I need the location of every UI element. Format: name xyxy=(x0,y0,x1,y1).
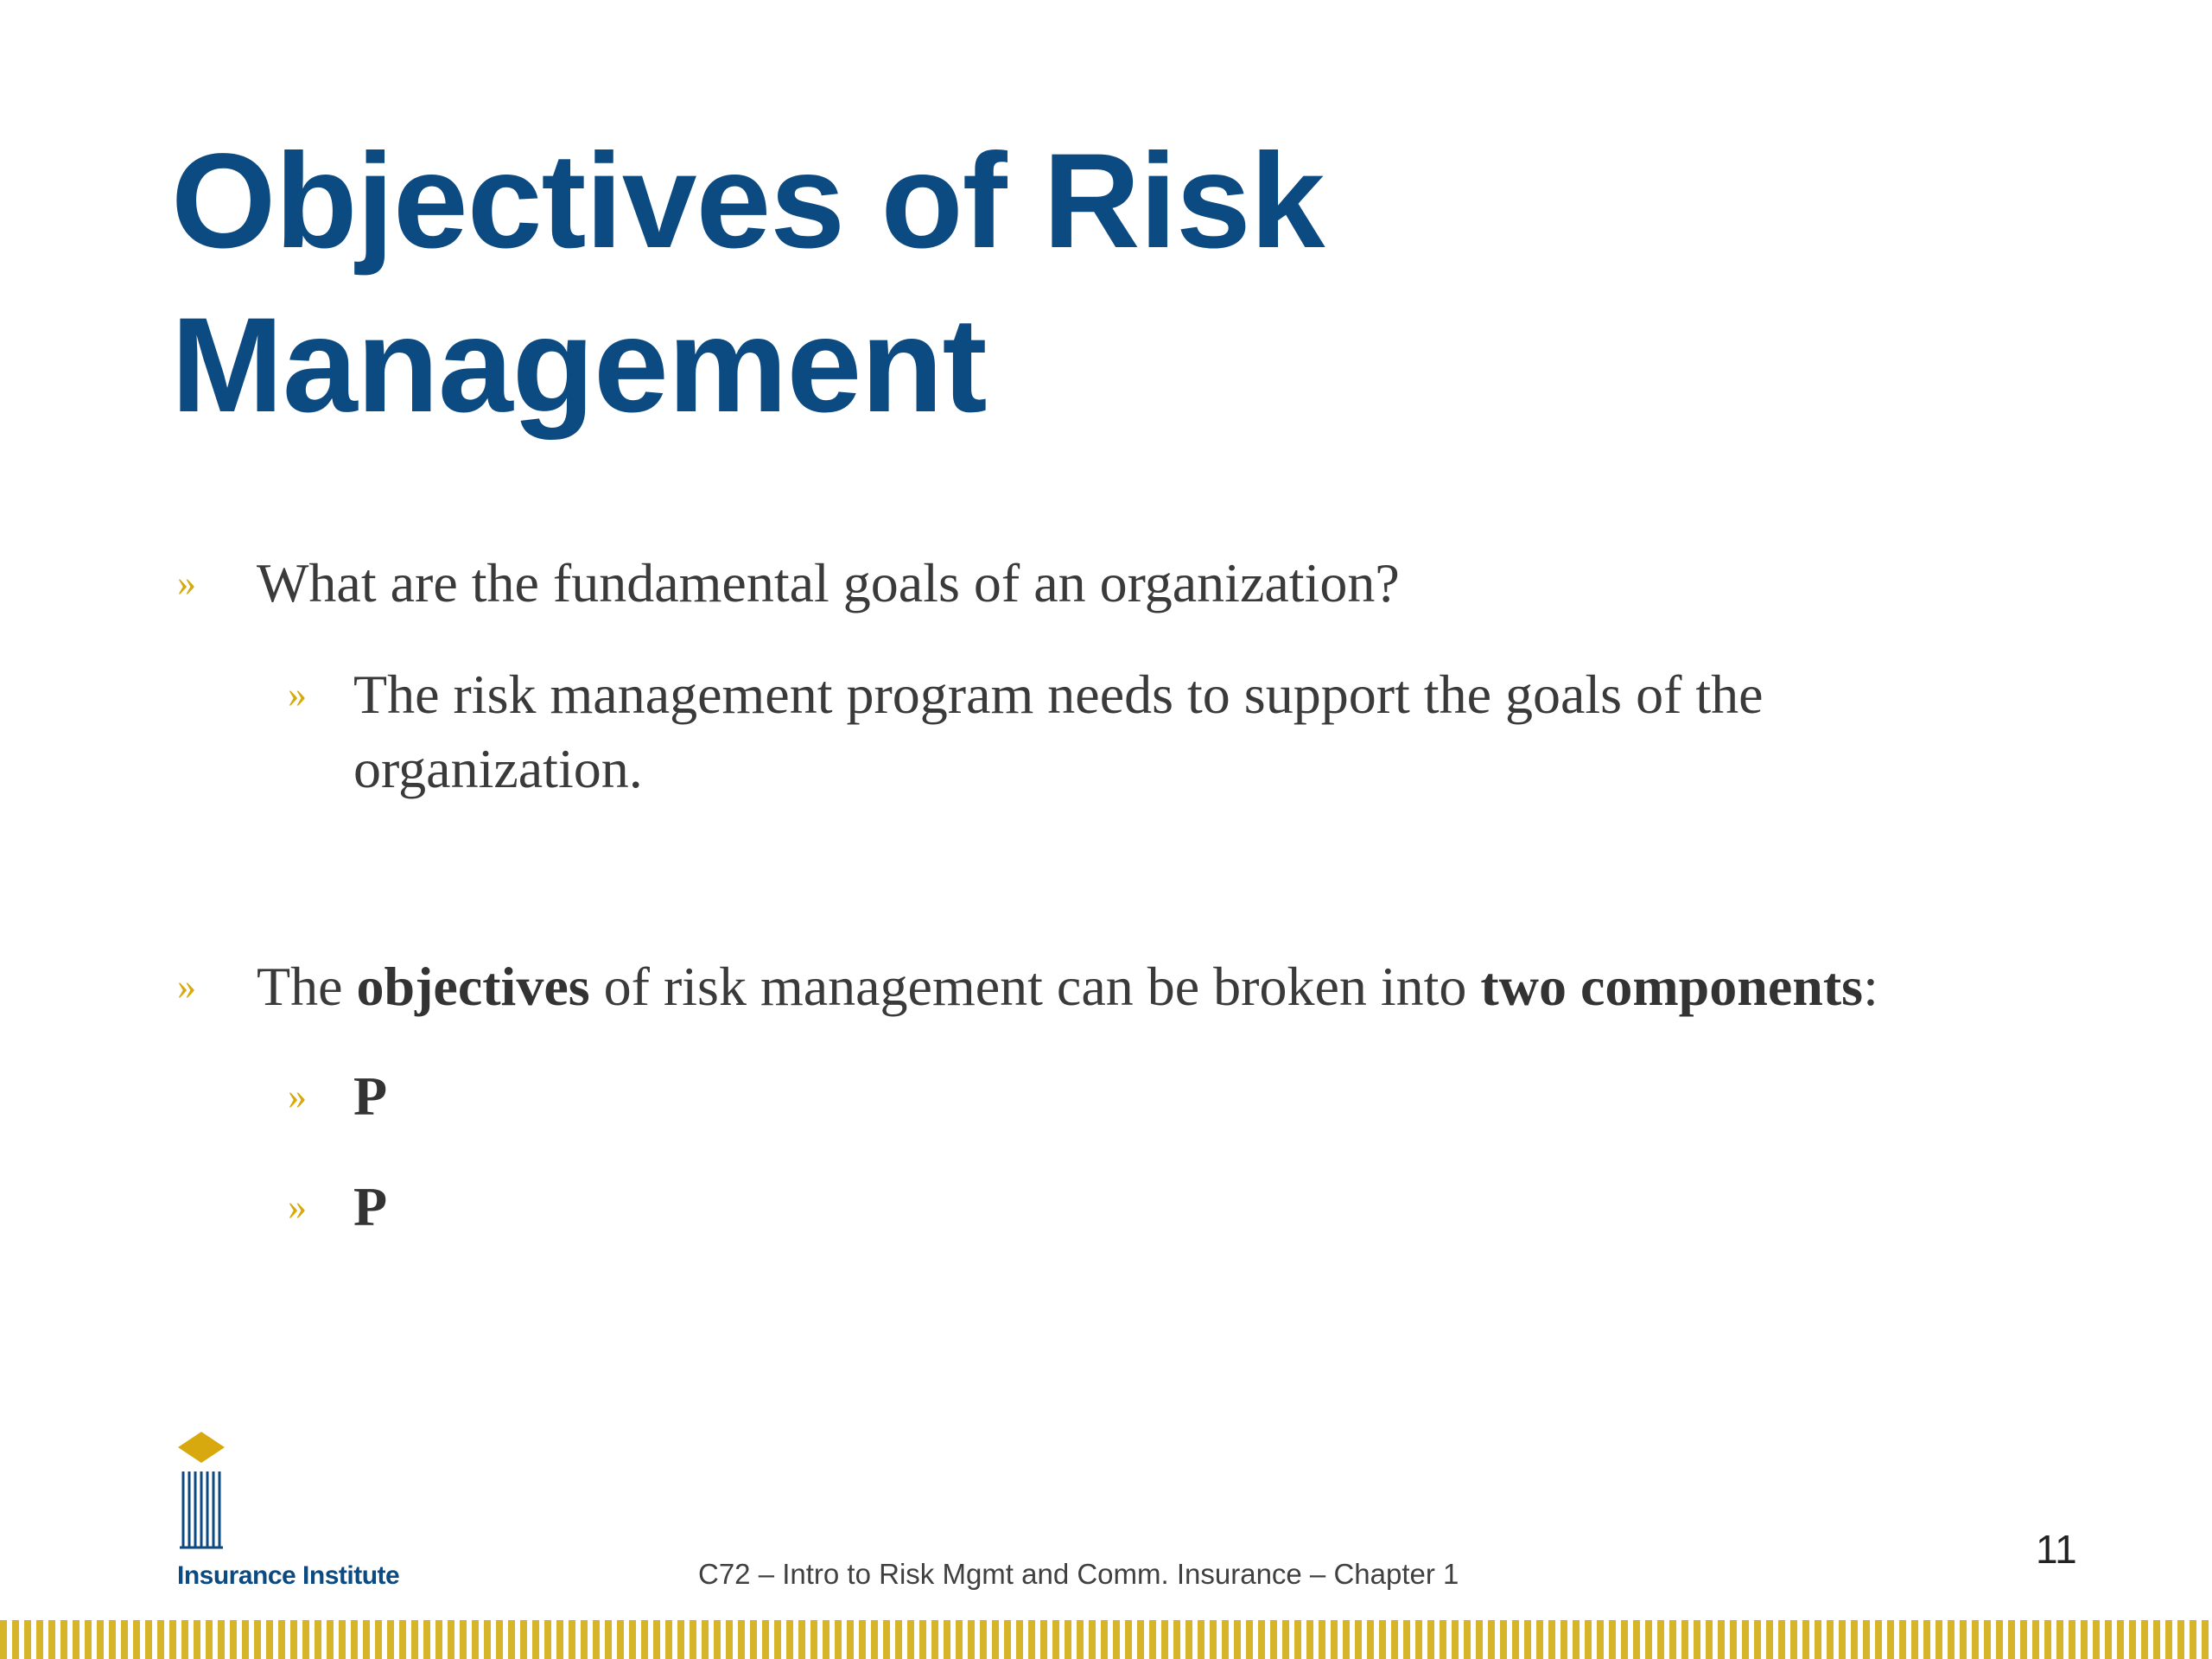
bullet-item xyxy=(177,546,2158,620)
sub-bullet-text-line-2: organization. xyxy=(353,738,643,799)
bullet-text-part: The xyxy=(257,956,357,1017)
title-line-2: Management xyxy=(171,290,987,441)
bullet-marker-icon: » xyxy=(177,965,196,1007)
bullet-marker-icon: » xyxy=(177,562,196,604)
footer-course-text: C72 – Intro to Risk Mgmt and Comm. Insurance – Chapter 1 xyxy=(698,1558,1459,1590)
footer-stripe xyxy=(0,1620,2212,1659)
bullet-item xyxy=(177,950,2201,1024)
sub-bullet-text-line-1: The risk management program needs to support the goals of the xyxy=(353,664,1764,725)
sub-bullet-text: P xyxy=(353,1176,388,1237)
bullet-marker-icon: » xyxy=(288,1075,307,1117)
sub-bullet-item xyxy=(288,1059,388,1134)
page-number: 11 xyxy=(2036,1527,2077,1572)
bullet-marker-icon: » xyxy=(288,673,307,715)
bullet-text: What are the fundamental goals of an organization? xyxy=(257,552,1400,613)
logo-text: Insurance Institute xyxy=(177,1561,400,1590)
bullet-bold-objectives: objectives xyxy=(356,956,590,1017)
bullet-marker-icon: » xyxy=(288,1185,307,1228)
sub-bullet-item xyxy=(288,658,2125,806)
sub-bullet-text: P xyxy=(353,1065,388,1127)
bullet-text-part: of risk management can be broken into xyxy=(589,956,1481,1017)
bullet-text-part: : xyxy=(1863,956,1878,1017)
title-line-1: Objectives of Risk xyxy=(171,126,1325,276)
bullet-bold-components: two components xyxy=(1480,956,1864,1017)
sub-bullet-item xyxy=(288,1170,388,1244)
